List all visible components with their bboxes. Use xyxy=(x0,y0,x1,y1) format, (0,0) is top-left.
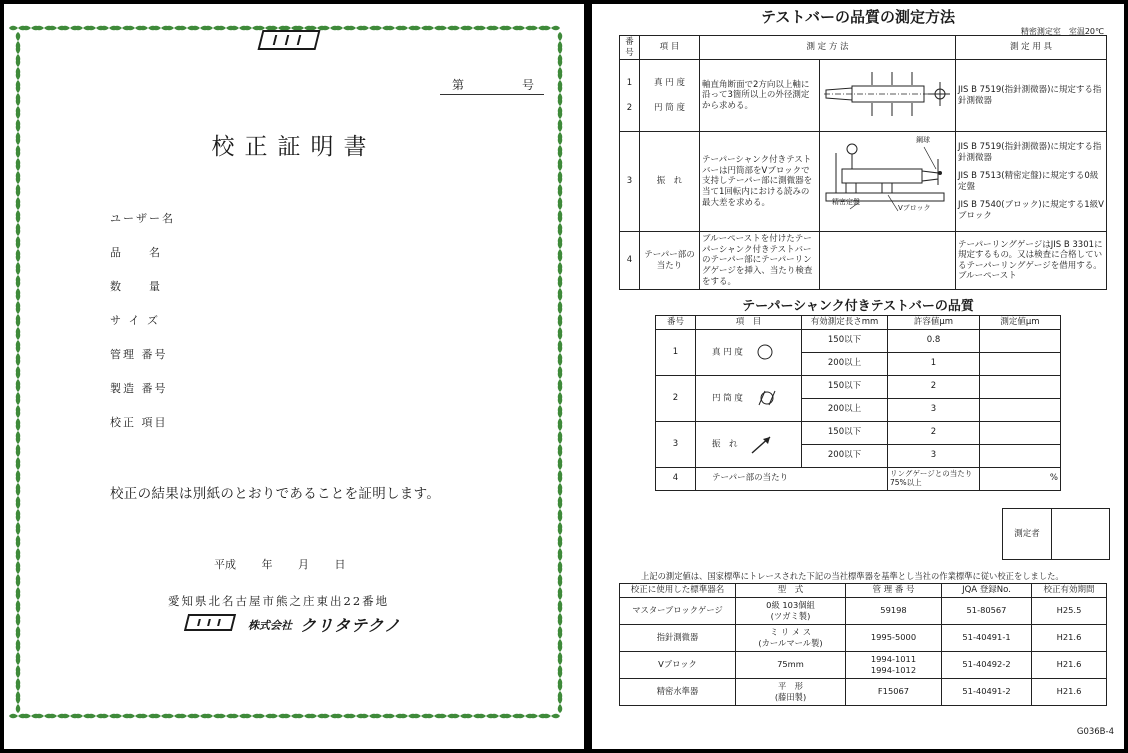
quality-item: テーパー部の当たり xyxy=(696,467,888,490)
measured-value[interactable] xyxy=(980,421,1061,444)
quality-no: 3 xyxy=(656,421,696,467)
standard-name: マスターブロックゲージ xyxy=(620,597,736,624)
tolerance: 3 xyxy=(888,398,980,421)
certification-statement: 校正の結果は別紙のとおりであることを証明します。 xyxy=(110,486,441,502)
figure-label-surface-plate: 精密定盤 xyxy=(832,198,860,207)
header-no: 番号 xyxy=(656,316,696,330)
item-roundness: 真 円 度 xyxy=(654,78,685,89)
room-condition: 精密測定室 室温20℃ xyxy=(1020,27,1104,36)
tolerance: 0.8 xyxy=(888,329,980,352)
tolerance: 1 xyxy=(888,352,980,375)
table-header-row xyxy=(620,584,1107,598)
company-address: 愛知県北名古屋市熊之庄東出22番地 xyxy=(168,594,390,608)
measured-value[interactable] xyxy=(980,375,1061,398)
table-row xyxy=(620,232,1107,290)
table-row xyxy=(620,132,1107,232)
validity-period: H21.6 xyxy=(1032,624,1107,651)
header-no: 番号 xyxy=(620,36,640,60)
standards-table xyxy=(619,583,1107,706)
method-figure xyxy=(820,232,956,290)
table-row xyxy=(620,651,1107,678)
quality-item xyxy=(696,375,802,421)
vine-leaf xyxy=(16,695,21,713)
standard-name: 精密水準器 xyxy=(620,678,736,705)
row-no-1: 1 xyxy=(626,78,633,89)
standard-name: Vブロック xyxy=(620,651,736,678)
company-type: 株式会社 xyxy=(248,619,292,632)
length: 200以上 xyxy=(802,352,888,375)
measured-value[interactable] xyxy=(980,352,1061,375)
field-quantity: 数 量 xyxy=(110,280,162,293)
jqa-number: 51-40492-2 xyxy=(942,651,1032,678)
header-control-no: 管 理 番 号 xyxy=(846,584,942,598)
method-figure xyxy=(820,60,956,132)
calibration-certificate-page xyxy=(4,4,584,749)
row-no-4: 4 xyxy=(620,232,640,290)
quality-table xyxy=(655,315,1061,491)
report-title: テストバーの品質の測定方法 xyxy=(760,8,956,26)
field-user-name: ユーザー名 xyxy=(110,212,175,225)
item-label: 真 円 度 xyxy=(712,347,743,358)
tolerance: リングゲージとの当たり75%以上 xyxy=(888,467,980,490)
methods-table xyxy=(619,35,1107,290)
field-product-name: 品 名 xyxy=(110,246,162,259)
measured-value[interactable] xyxy=(980,329,1061,352)
tool-item: JIS B 7513(精密定盤)に規定する0級定盤 xyxy=(958,171,1099,192)
number-suffix: 号 xyxy=(522,78,535,92)
length: 200以上 xyxy=(802,398,888,421)
table-row xyxy=(656,329,1061,352)
item-cylindricity: 円 筒 度 xyxy=(654,102,685,113)
field-control-number: 管理 番号 xyxy=(110,348,168,361)
method-text: ブルーペーストを付けたテーパーシャンク付きテストバーのテーパー部にテーパーリングゲージを挿入、当たり検査をする。 xyxy=(700,232,820,290)
row-no-3: 3 xyxy=(620,132,640,232)
jqa-number: 51-40491-2 xyxy=(942,678,1032,705)
item-label: 円 筒 度 xyxy=(712,393,743,404)
decorative-vine-border xyxy=(4,4,584,749)
row-no-2: 2 xyxy=(626,102,633,113)
measured-value[interactable] xyxy=(980,444,1061,467)
quality-title: テーパーシャンク付きテストバーの品質 xyxy=(742,299,974,314)
length: 150以下 xyxy=(802,329,888,352)
row-item xyxy=(640,60,700,132)
field-size: サ イ ズ xyxy=(110,314,160,327)
inspector-box xyxy=(1002,508,1110,560)
model: ミ リ メ ス (カールマール製) xyxy=(736,624,846,651)
runout-icon xyxy=(750,433,774,455)
table-header-row xyxy=(620,36,1107,60)
vine-leaf xyxy=(542,714,560,719)
method-text: 軸直角断面で2方向以上軸に沿って3箇所以上の外径測定から求める。 xyxy=(700,60,820,132)
table-row xyxy=(620,624,1107,651)
jqa-number: 51-40491-1 xyxy=(942,624,1032,651)
header-validity: 校正有効期間 xyxy=(1032,584,1107,598)
control-number: 1995-5000 xyxy=(846,624,942,651)
header-model: 型 式 xyxy=(736,584,846,598)
tolerance: 3 xyxy=(888,444,980,467)
standard-name: 指針測微器 xyxy=(620,624,736,651)
inspector-signature-field[interactable] xyxy=(1052,509,1109,559)
header-measured: 測定値μm xyxy=(980,316,1061,330)
quality-no: 4 xyxy=(656,467,696,490)
tool-item: JIS B 7540(ブロック)に規定する1級Vブロック xyxy=(958,200,1104,221)
table-row xyxy=(656,421,1061,444)
roundness-icon xyxy=(756,343,774,361)
company-brand: クリタテクノ xyxy=(300,616,402,635)
certificate-date: 平成 年 月 日 xyxy=(214,558,346,571)
certificate-title: 校正証明書 xyxy=(211,134,377,160)
table-row xyxy=(656,375,1061,398)
table-row xyxy=(620,678,1107,705)
header-jqa-no: JQA 登録No. xyxy=(942,584,1032,598)
measured-unit: % xyxy=(980,467,1061,490)
field-calibration-item: 校正 項目 xyxy=(110,416,168,429)
tool-text: テーパーリングゲージはJIS B 3301に規定するもの。又は検査に合格しているテーパーリングゲージを借用する。ブルーペースト xyxy=(956,232,1107,290)
figure-label-v-block: Vブロック xyxy=(898,204,931,213)
tool-text: JIS B 7519(指針測微器)に規定する指針測微器 xyxy=(956,60,1107,132)
method-text: テーパーシャンク付きテストバーは円筒部をVブロックで支持しテーパー部に測微器を当て1回転内における読みの最大差を求める。 xyxy=(700,132,820,232)
length: 200以下 xyxy=(802,444,888,467)
quality-item xyxy=(696,329,802,375)
table-row xyxy=(656,467,1061,490)
document-code: G036B-4 xyxy=(1076,727,1114,737)
vine-leaf xyxy=(542,26,560,31)
validity-period: H21.6 xyxy=(1032,651,1107,678)
measured-value[interactable] xyxy=(980,398,1061,421)
field-serial-number: 製造 番号 xyxy=(110,382,168,395)
quality-item xyxy=(696,421,802,467)
jqa-number: 51-80567 xyxy=(942,597,1032,624)
tool-item: JIS B 7519(指針測微器)に規定する指針測微器 xyxy=(958,141,1102,163)
model: 平 形 (藤田製) xyxy=(736,678,846,705)
header-standard-name: 校正に使用した標準器名 xyxy=(620,584,736,598)
control-number: F15067 xyxy=(846,678,942,705)
header-method: 測 定 方 法 xyxy=(700,36,956,60)
standards-body xyxy=(620,597,1107,705)
table-header-row xyxy=(656,316,1061,330)
roundness-measurement-figure xyxy=(822,64,952,124)
header-tool: 測 定 用 具 xyxy=(956,36,1107,60)
table-row xyxy=(620,60,1107,132)
vine-leaf xyxy=(558,695,563,713)
tool-text xyxy=(956,132,1107,232)
measurement-method-page xyxy=(592,4,1124,749)
quality-no: 2 xyxy=(656,375,696,421)
validity-period: H25.5 xyxy=(1032,597,1107,624)
model: 75mm xyxy=(736,651,846,678)
number-prefix: 第 xyxy=(452,78,465,92)
item-label: 振 れ xyxy=(712,439,738,450)
company-logo-top xyxy=(256,28,322,50)
header-length: 有効測定長さmm xyxy=(802,316,888,330)
quality-no: 1 xyxy=(656,329,696,375)
tolerance: 2 xyxy=(888,375,980,398)
method-figure xyxy=(820,132,956,232)
header-item: 項 目 xyxy=(696,316,802,330)
item-taper-contact: テーパー部の当たり xyxy=(640,232,700,290)
model: 0級 103個組 (ツガミ製) xyxy=(736,597,846,624)
cylindricity-icon xyxy=(756,389,778,407)
tolerance: 2 xyxy=(888,421,980,444)
certificate-number xyxy=(440,74,544,95)
header-item: 項 目 xyxy=(640,36,700,60)
length: 150以下 xyxy=(802,375,888,398)
validity-period: H21.6 xyxy=(1032,678,1107,705)
header-tolerance: 許容値μm xyxy=(888,316,980,330)
figure-label-steel-ball: 鋼球 xyxy=(916,136,930,145)
traceability-statement: 上記の測定値は、国家標準にトレースされた下記の当社標準器を基準とし当社の作業標準に従い校正をしました。 xyxy=(641,571,1064,581)
company-logo-bottom xyxy=(182,612,238,632)
runout-measurement-figure xyxy=(822,139,952,221)
control-number: 59198 xyxy=(846,597,942,624)
control-number: 1994-1011 1994-1012 xyxy=(846,651,942,678)
length: 150以下 xyxy=(802,421,888,444)
row-no xyxy=(620,60,640,132)
inspector-label: 測定者 xyxy=(1003,509,1052,559)
item-runout: 振 れ xyxy=(640,132,700,232)
table-row xyxy=(620,597,1107,624)
